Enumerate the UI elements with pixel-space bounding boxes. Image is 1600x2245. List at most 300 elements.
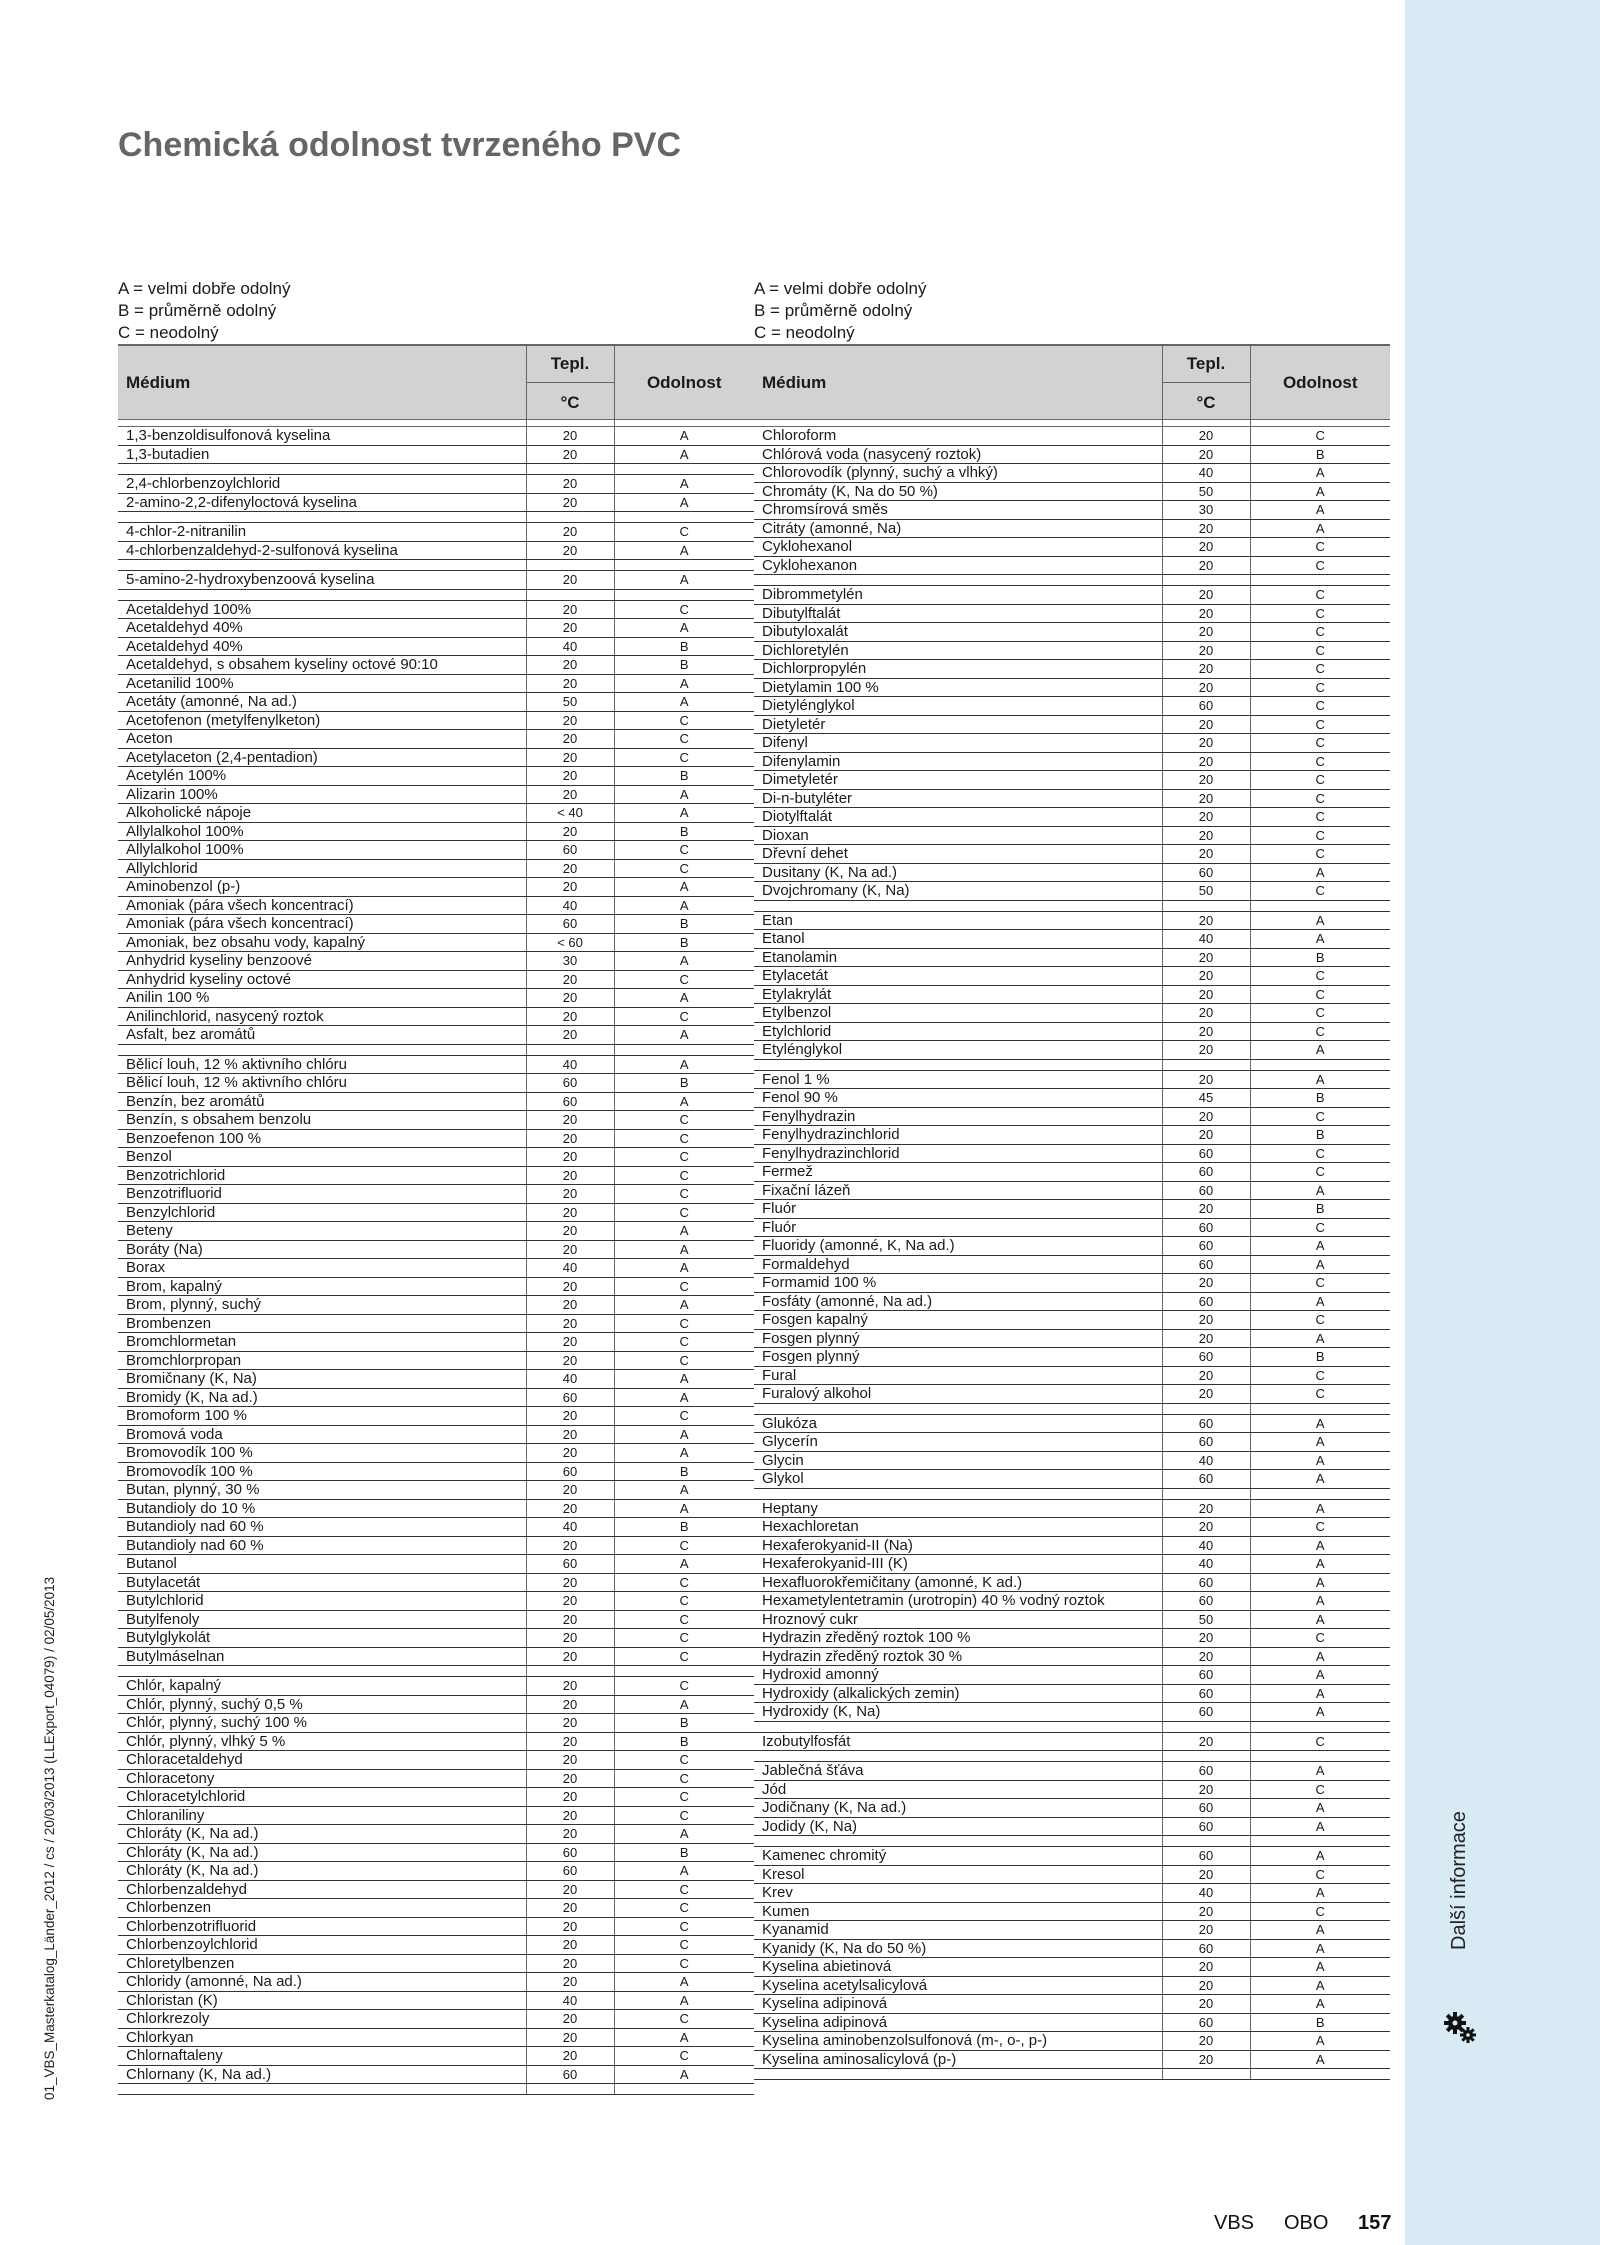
- resistance-cell: A: [614, 804, 754, 823]
- temperature-cell: 20: [526, 1166, 614, 1185]
- table-row: [754, 586, 1390, 605]
- table-row: [754, 752, 1390, 771]
- medium-cell: Brom, kapalný: [118, 1277, 526, 1296]
- temperature-cell: 60: [1162, 1237, 1250, 1256]
- temperature-cell: 60: [1162, 1817, 1250, 1836]
- medium-cell: Chloráty (K, Na ad.): [118, 1862, 526, 1881]
- resistance-cell: C: [614, 1917, 754, 1936]
- medium-cell: Anhydrid kyseliny benzoové: [118, 952, 526, 971]
- resistance-cell: C: [614, 1314, 754, 1333]
- temperature-cell: 20: [1162, 948, 1250, 967]
- resistance-cell: C: [614, 711, 754, 730]
- temperature-cell: 40: [1162, 1451, 1250, 1470]
- medium-cell: Beteny: [118, 1222, 526, 1241]
- resistance-cell: C: [1250, 1385, 1390, 1404]
- medium-cell: Dřevní dehet: [754, 845, 1162, 864]
- medium-cell: Jablečná šťáva: [754, 1762, 1162, 1781]
- table-row: [118, 730, 754, 749]
- medium-cell: Acetaldehyd 40%: [118, 637, 526, 656]
- medium-cell: Chloroform: [754, 427, 1162, 446]
- table-row: [118, 1629, 754, 1648]
- temperature-cell: 20: [526, 1222, 614, 1241]
- temperature-cell: 20: [1162, 752, 1250, 771]
- resistance-cell: A: [1250, 464, 1390, 483]
- table-row: [754, 445, 1390, 464]
- table-row: [754, 538, 1390, 557]
- resistance-cell: A: [614, 952, 754, 971]
- table-row: [118, 1425, 754, 1444]
- table-spacer-row: [118, 589, 754, 600]
- temperature-cell: 20: [526, 711, 614, 730]
- resistance-cell: A: [1250, 482, 1390, 501]
- temperature-cell: 20: [526, 1954, 614, 1973]
- temperature-cell: 20: [526, 1185, 614, 1204]
- table-row: [754, 1292, 1390, 1311]
- table-spacer-row: [754, 1836, 1390, 1847]
- table-spacer-row: [118, 1666, 754, 1677]
- temperature-cell: 20: [1162, 660, 1250, 679]
- medium-cell: Dimetyletér: [754, 771, 1162, 790]
- medium-cell: Formaldehyd: [754, 1255, 1162, 1274]
- medium-cell: Chlorkyan: [118, 2028, 526, 2047]
- medium-cell: Acetaldehyd 100%: [118, 600, 526, 619]
- medium-cell: Fosgen plynný: [754, 1348, 1162, 1367]
- medium-cell: Acetylén 100%: [118, 767, 526, 786]
- temperature-cell: 20: [1162, 1004, 1250, 1023]
- temperature-cell: 20: [526, 523, 614, 542]
- resistance-cell: B: [1250, 1089, 1390, 1108]
- temperature-cell: 20: [1162, 715, 1250, 734]
- resistance-cell: B: [614, 1074, 754, 1093]
- resistance-cell: A: [1250, 1329, 1390, 1348]
- table-row: [118, 859, 754, 878]
- temperature-cell: 60: [1162, 1470, 1250, 1489]
- table-row: [754, 882, 1390, 901]
- table-row: [754, 948, 1390, 967]
- resistance-cell: C: [1250, 586, 1390, 605]
- resistance-cell: C: [1250, 1163, 1390, 1182]
- table-row: [754, 2032, 1390, 2051]
- table-row: [754, 623, 1390, 642]
- table-row: [754, 1499, 1390, 1518]
- resistance-cell: A: [1250, 519, 1390, 538]
- temperature-cell: 20: [1162, 1107, 1250, 1126]
- table-row: [118, 1055, 754, 1074]
- resistance-cell: C: [614, 1148, 754, 1167]
- table-row: [118, 1111, 754, 1130]
- resistance-cell: C: [1250, 1732, 1390, 1751]
- medium-cell: Hexachloretan: [754, 1518, 1162, 1537]
- table-row: [118, 1222, 754, 1241]
- temperature-cell: 60: [1162, 1799, 1250, 1818]
- medium-cell: Fixační lázeň: [754, 1181, 1162, 1200]
- resistance-cell: C: [614, 600, 754, 619]
- resistance-cell: A: [614, 896, 754, 915]
- resistance-cell: A: [614, 2065, 754, 2084]
- resistance-cell: B: [1250, 1126, 1390, 1145]
- resistance-cell: A: [614, 1991, 754, 2010]
- table-row: [754, 1004, 1390, 1023]
- table-row: [754, 1610, 1390, 1629]
- temperature-cell: 20: [526, 767, 614, 786]
- resistance-cell: A: [1250, 1610, 1390, 1629]
- medium-cell: Hydroxidy (K, Na): [754, 1703, 1162, 1722]
- resistance-cell: A: [614, 693, 754, 712]
- resistance-cell: A: [614, 785, 754, 804]
- table-row: [118, 1899, 754, 1918]
- sidebar-band: [1405, 0, 1600, 2245]
- medium-cell: Chromáty (K, Na do 50 %): [754, 482, 1162, 501]
- table-row: [118, 1203, 754, 1222]
- resistance-cell: A: [614, 1370, 754, 1389]
- temperature-cell: 20: [526, 493, 614, 512]
- medium-cell: Dietylamin 100 %: [754, 678, 1162, 697]
- table-row: [118, 1714, 754, 1733]
- resistance-cell: C: [614, 523, 754, 542]
- temperature-cell: 20: [526, 2028, 614, 2047]
- temperature-cell: 20: [1162, 1902, 1250, 1921]
- resistance-cell: A: [1250, 911, 1390, 930]
- medium-cell: Heptany: [754, 1499, 1162, 1518]
- medium-cell: Dichloretylén: [754, 641, 1162, 660]
- temperature-cell: 60: [1162, 1348, 1250, 1367]
- temperature-cell: 20: [526, 541, 614, 560]
- resistance-cell: C: [614, 1677, 754, 1696]
- temperature-cell: 20: [526, 1026, 614, 1045]
- medium-cell: Hexaferokyanid-III (K): [754, 1555, 1162, 1574]
- medium-cell: Chlór, plynný, suchý 100 %: [118, 1714, 526, 1733]
- footer-brand-obo: OBO: [1284, 2212, 1329, 2234]
- resistance-cell: C: [1250, 1107, 1390, 1126]
- medium-cell: Hexafluorokřemičitany (amonné, K ad.): [754, 1573, 1162, 1592]
- temperature-cell: < 60: [526, 933, 614, 952]
- medium-cell: Hroznový cukr: [754, 1610, 1162, 1629]
- table-spacer-row: [754, 1059, 1390, 1070]
- medium-cell: Chloracetony: [118, 1769, 526, 1788]
- table-row: [118, 1610, 754, 1629]
- medium-cell: Kyselina adipinová: [754, 1995, 1162, 2014]
- table-row: [754, 1163, 1390, 1182]
- temperature-cell: 20: [526, 656, 614, 675]
- medium-cell: Etylacetát: [754, 967, 1162, 986]
- temperature-cell: 20: [1162, 985, 1250, 1004]
- table-row: [118, 1973, 754, 1992]
- resistance-cell: A: [1250, 1995, 1390, 2014]
- table-row: [118, 1007, 754, 1026]
- table-row: [754, 1555, 1390, 1574]
- table-row: [754, 1237, 1390, 1256]
- resistance-cell: A: [614, 1092, 754, 1111]
- resistance-cell: C: [1250, 660, 1390, 679]
- resistance-cell: C: [1250, 1022, 1390, 1041]
- resistance-cell: C: [614, 1007, 754, 1026]
- temperature-cell: 20: [526, 1936, 614, 1955]
- medium-cell: Hydrazin zředěný roztok 100 %: [754, 1629, 1162, 1648]
- temperature-cell: 20: [1162, 427, 1250, 446]
- medium-cell: Fural: [754, 1366, 1162, 1385]
- table-row: [118, 1806, 754, 1825]
- temperature-cell: 20: [526, 1973, 614, 1992]
- medium-cell: Butylacetát: [118, 1573, 526, 1592]
- table-row: [754, 427, 1390, 446]
- medium-cell: Hydrazin zředěný roztok 30 %: [754, 1647, 1162, 1666]
- table-row: [118, 1647, 754, 1666]
- resistance-cell: A: [1250, 1684, 1390, 1703]
- table-row: [118, 2028, 754, 2047]
- medium-cell: Fosgen kapalný: [754, 1311, 1162, 1330]
- temperature-cell: 20: [1162, 623, 1250, 642]
- page-title: Chemická odolnost tvrzeného PVC: [118, 126, 681, 164]
- table-row: [754, 1107, 1390, 1126]
- resistance-cell: A: [614, 1555, 754, 1574]
- resistance-cell: C: [614, 1769, 754, 1788]
- table-row: [118, 1026, 754, 1045]
- resistance-cell: A: [1250, 1647, 1390, 1666]
- left-column: [118, 278, 754, 2095]
- temperature-cell: 60: [526, 1462, 614, 1481]
- table-row: [754, 1311, 1390, 1330]
- resistance-cell: B: [614, 915, 754, 934]
- temperature-cell: 20: [1162, 789, 1250, 808]
- resistance-table-right: [754, 344, 1390, 2080]
- resistance-cell: C: [614, 2010, 754, 2029]
- resistance-cell: C: [1250, 789, 1390, 808]
- table-row: [118, 878, 754, 897]
- medium-cell: Jód: [754, 1780, 1162, 1799]
- table-row: [754, 1799, 1390, 1818]
- resistance-cell: A: [1250, 1592, 1390, 1611]
- medium-cell: Chloraniliny: [118, 1806, 526, 1825]
- resistance-cell: C: [1250, 845, 1390, 864]
- medium-cell: Chloristan (K): [118, 1991, 526, 2010]
- temperature-cell: 20: [526, 1751, 614, 1770]
- table-spacer-row: [754, 1751, 1390, 1762]
- table-row: [754, 930, 1390, 949]
- table-row: [118, 571, 754, 590]
- temperature-cell: 20: [526, 427, 614, 446]
- resistance-cell: A: [614, 878, 754, 897]
- resistance-cell: A: [614, 1240, 754, 1259]
- resistance-cell: A: [1250, 1847, 1390, 1866]
- resistance-cell: A: [614, 2028, 754, 2047]
- table-row: [754, 2050, 1390, 2069]
- table-row: [118, 822, 754, 841]
- temperature-cell: 20: [1162, 604, 1250, 623]
- table-spacer-row: [754, 1721, 1390, 1732]
- medium-cell: Chlorovodík (plynný, suchý a vlhký): [754, 464, 1162, 483]
- table-row: [754, 1865, 1390, 1884]
- table-row: [118, 2047, 754, 2066]
- resistance-cell: A: [614, 1222, 754, 1241]
- table-row: [118, 523, 754, 542]
- table-row: [118, 1954, 754, 1973]
- medium-cell: Hydroxid amonný: [754, 1666, 1162, 1685]
- temperature-cell: 20: [1162, 586, 1250, 605]
- resistance-cell: A: [614, 445, 754, 464]
- table-row: [754, 1684, 1390, 1703]
- resistance-cell: C: [1250, 623, 1390, 642]
- temperature-cell: 20: [526, 1314, 614, 1333]
- resistance-cell: A: [1250, 1762, 1390, 1781]
- table-row: [118, 1880, 754, 1899]
- resistance-cell: B: [1250, 948, 1390, 967]
- medium-cell: Bromidy (K, Na ad.): [118, 1388, 526, 1407]
- temperature-cell: 40: [1162, 1884, 1250, 1903]
- temperature-cell: 60: [526, 1388, 614, 1407]
- table-row: [754, 1762, 1390, 1781]
- resistance-cell: A: [614, 1695, 754, 1714]
- table-row: [118, 1185, 754, 1204]
- temperature-cell: 20: [526, 2010, 614, 2029]
- medium-cell: Diotylftalát: [754, 808, 1162, 827]
- temperature-cell: 40: [1162, 464, 1250, 483]
- medium-cell: Chlór, kapalný: [118, 1677, 526, 1696]
- medium-cell: Allylalkohol 100%: [118, 822, 526, 841]
- table-row: [754, 1089, 1390, 1108]
- temperature-cell: 20: [1162, 556, 1250, 575]
- table-row: [118, 1462, 754, 1481]
- table-row: [754, 1255, 1390, 1274]
- resistance-table-left: [118, 344, 754, 2095]
- medium-cell: Chlorkrezoly: [118, 2010, 526, 2029]
- medium-cell: Di-n-butyléter: [754, 789, 1162, 808]
- temperature-cell: 20: [526, 970, 614, 989]
- medium-cell: Bromchlorpropan: [118, 1351, 526, 1370]
- temperature-cell: 20: [1162, 845, 1250, 864]
- temperature-cell: 60: [1162, 1163, 1250, 1182]
- table-row: [118, 1277, 754, 1296]
- resistance-cell: C: [1250, 538, 1390, 557]
- temperature-cell: 60: [1162, 1666, 1250, 1685]
- temperature-cell: 20: [1162, 911, 1250, 930]
- table-row: [118, 445, 754, 464]
- medium-cell: Hexaferokyanid-II (Na): [754, 1536, 1162, 1555]
- table-row: [754, 1366, 1390, 1385]
- table-row: [754, 967, 1390, 986]
- table-row: [118, 1695, 754, 1714]
- temperature-cell: 40: [526, 1370, 614, 1389]
- temperature-cell: 30: [1162, 501, 1250, 520]
- temperature-cell: 45: [1162, 1089, 1250, 1108]
- resistance-cell: B: [614, 1714, 754, 1733]
- resistance-cell: A: [1250, 1470, 1390, 1489]
- temperature-cell: 20: [526, 1129, 614, 1148]
- resistance-cell: A: [614, 1259, 754, 1278]
- resistance-cell: C: [1250, 808, 1390, 827]
- medium-cell: 5-amino-2-hydroxybenzoová kyselina: [118, 571, 526, 590]
- table-row: [118, 748, 754, 767]
- temperature-cell: 20: [1162, 1518, 1250, 1537]
- footer-brand-vbs: VBS: [1214, 2212, 1255, 2234]
- table-row: [118, 1991, 754, 2010]
- table-row: [118, 427, 754, 446]
- table-row: [118, 1388, 754, 1407]
- medium-cell: Bromoform 100 %: [118, 1407, 526, 1426]
- medium-cell: Etylchlorid: [754, 1022, 1162, 1041]
- table-row: [118, 674, 754, 693]
- medium-cell: Fenylhydrazinchlorid: [754, 1144, 1162, 1163]
- table-spacer-row: [754, 1403, 1390, 1414]
- table-row: [118, 1917, 754, 1936]
- resistance-cell: A: [1250, 501, 1390, 520]
- temperature-cell: 20: [1162, 1732, 1250, 1751]
- temperature-cell: 20: [526, 1499, 614, 1518]
- table-row: [754, 1470, 1390, 1489]
- resistance-cell: A: [614, 1388, 754, 1407]
- temperature-cell: 60: [1162, 1144, 1250, 1163]
- medium-cell: Dibutylftalát: [754, 604, 1162, 623]
- temperature-cell: 20: [1162, 1022, 1250, 1041]
- temperature-cell: 20: [526, 859, 614, 878]
- medium-cell: Benzín, s obsahem benzolu: [118, 1111, 526, 1130]
- temperature-cell: 20: [1162, 1329, 1250, 1348]
- temperature-cell: 20: [1162, 967, 1250, 986]
- resistance-cell: B: [614, 637, 754, 656]
- temperature-cell: 20: [1162, 1647, 1250, 1666]
- medium-cell: Etanol: [754, 930, 1162, 949]
- medium-cell: Etan: [754, 911, 1162, 930]
- temperature-cell: 20: [526, 1536, 614, 1555]
- resistance-cell: C: [614, 1610, 754, 1629]
- medium-cell: Difenylamin: [754, 752, 1162, 771]
- temperature-cell: 60: [1162, 1414, 1250, 1433]
- resistance-cell: C: [614, 1788, 754, 1807]
- table-row: [118, 1129, 754, 1148]
- medium-cell: Kumen: [754, 1902, 1162, 1921]
- medium-cell: Borax: [118, 1259, 526, 1278]
- medium-cell: Brom, plynný, suchý: [118, 1296, 526, 1315]
- resistance-cell: C: [614, 1592, 754, 1611]
- medium-cell: Kamenec chromitý: [754, 1847, 1162, 1866]
- temperature-cell: 20: [526, 1333, 614, 1352]
- medium-cell: Acetáty (amonné, Na ad.): [118, 693, 526, 712]
- resistance-cell: C: [614, 1647, 754, 1666]
- resistance-cell: A: [1250, 1799, 1390, 1818]
- temperature-cell: 20: [526, 1296, 614, 1315]
- medium-cell: Butandioly do 10 %: [118, 1499, 526, 1518]
- temperature-cell: 50: [526, 693, 614, 712]
- temperature-cell: 60: [526, 2065, 614, 2084]
- table-row: [118, 896, 754, 915]
- temperature-cell: 20: [526, 1647, 614, 1666]
- resistance-cell: A: [614, 427, 754, 446]
- temperature-cell: 20: [526, 730, 614, 749]
- table-row: [754, 519, 1390, 538]
- temperature-cell: 20: [526, 822, 614, 841]
- medium-cell: 4-chlor-2-nitranilin: [118, 523, 526, 542]
- resistance-cell: A: [1250, 1181, 1390, 1200]
- table-spacer-row: [754, 1488, 1390, 1499]
- temperature-cell: 60: [1162, 1939, 1250, 1958]
- medium-cell: Benzylchlorid: [118, 1203, 526, 1222]
- temperature-cell: 20: [1162, 678, 1250, 697]
- temperature-cell: 20: [526, 1148, 614, 1167]
- table-row: [118, 1314, 754, 1333]
- resistance-cell: C: [1250, 882, 1390, 901]
- medium-cell: Jodičnany (K, Na ad.): [754, 1799, 1162, 1818]
- resistance-cell: C: [614, 1351, 754, 1370]
- medium-cell: Fermež: [754, 1163, 1162, 1182]
- medium-cell: Dusitany (K, Na ad.): [754, 863, 1162, 882]
- medium-cell: Dvojchromany (K, Na): [754, 882, 1162, 901]
- resistance-cell: C: [1250, 1865, 1390, 1884]
- table-row: [118, 785, 754, 804]
- temperature-cell: 40: [526, 1518, 614, 1537]
- table-row: [754, 1939, 1390, 1958]
- resistance-cell: A: [614, 1026, 754, 1045]
- table-row: [118, 1732, 754, 1751]
- resistance-cell: A: [1250, 1703, 1390, 1722]
